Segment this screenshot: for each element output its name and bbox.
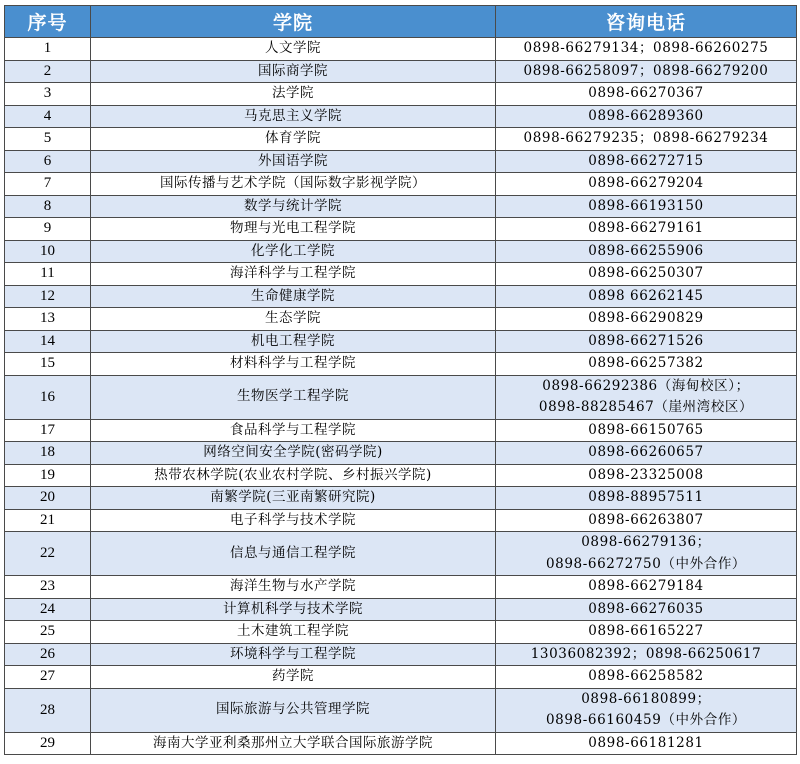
phone-number: 0898-66150765 bbox=[588, 421, 704, 438]
table-row bbox=[5, 576, 797, 599]
row-index: 5 bbox=[5, 128, 91, 151]
table-row bbox=[5, 38, 797, 61]
college-name: 海洋科学与工程学院 bbox=[91, 263, 496, 286]
phone-number: 0898-66290829 bbox=[588, 310, 704, 326]
phone-cell bbox=[496, 442, 797, 465]
phone-cell bbox=[496, 576, 797, 599]
college-name: 药学院 bbox=[91, 666, 496, 689]
row-index: 25 bbox=[5, 621, 91, 644]
phone-number: 0898-66263807 bbox=[588, 511, 704, 528]
row-index: 10 bbox=[5, 240, 91, 263]
college-name: 海南大学亚利桑那州立大学联合国际旅游学院 bbox=[91, 732, 496, 755]
row-index: 16 bbox=[5, 375, 91, 419]
phone-number: 0898-66272750（中外合作） bbox=[545, 555, 747, 572]
table-row bbox=[5, 487, 797, 510]
table-row bbox=[5, 353, 797, 376]
phone-cell bbox=[496, 38, 797, 61]
table-row bbox=[5, 173, 797, 196]
row-index: 4 bbox=[5, 105, 91, 128]
phone-number: 0898 66262145 bbox=[588, 287, 704, 304]
table-row bbox=[5, 509, 797, 532]
college-name: 生命健康学院 bbox=[91, 285, 496, 308]
phone-number: 0898-66180899； bbox=[581, 690, 711, 707]
phone-number: 0898-66193150 bbox=[588, 197, 704, 214]
phone-cell bbox=[496, 464, 797, 487]
table-row bbox=[5, 532, 797, 576]
phone-cell bbox=[496, 60, 797, 83]
college-name: 海洋生物与水产学院 bbox=[91, 576, 496, 599]
college-name: 生态学院 bbox=[91, 308, 496, 331]
phone-number: 13036082392；0898-66250617 bbox=[530, 645, 762, 662]
phone-number: 0898-66181281 bbox=[588, 734, 704, 751]
college-name: 化学化工学院 bbox=[91, 240, 496, 263]
contacts-table bbox=[4, 5, 797, 755]
college-name: 机电工程学院 bbox=[91, 330, 496, 353]
phone-cell bbox=[496, 419, 797, 442]
phone-number: 0898-66289360 bbox=[588, 107, 704, 124]
header-college: 学院 bbox=[91, 6, 496, 38]
header-index: 序号 bbox=[5, 6, 91, 38]
phone-cell bbox=[496, 83, 797, 106]
college-name: 体育学院 bbox=[91, 128, 496, 151]
table-row bbox=[5, 621, 797, 644]
phone-number: 0898-66271526 bbox=[588, 332, 704, 349]
phone-cell bbox=[496, 263, 797, 286]
phone-number: 0898-66279184 bbox=[588, 578, 704, 594]
table-row bbox=[5, 732, 797, 755]
phone-cell bbox=[496, 732, 797, 755]
phone-cell bbox=[496, 218, 797, 241]
phone-cell bbox=[496, 666, 797, 689]
phone-cell bbox=[496, 285, 797, 308]
phone-number: 0898-66258582 bbox=[588, 668, 704, 684]
row-index: 23 bbox=[5, 576, 91, 599]
table-row bbox=[5, 442, 797, 465]
phone-number: 0898-23325008 bbox=[588, 466, 704, 483]
row-index: 6 bbox=[5, 150, 91, 173]
table-row bbox=[5, 83, 797, 106]
row-index: 1 bbox=[5, 38, 91, 61]
phone-number: 0898-66292386（海甸校区）； bbox=[542, 377, 750, 394]
row-index: 8 bbox=[5, 195, 91, 218]
phone-cell bbox=[496, 330, 797, 353]
college-name: 电子科学与技术学院 bbox=[91, 509, 496, 532]
phone-number: 0898-66255906 bbox=[588, 242, 704, 259]
college-name: 材料科学与工程学院 bbox=[91, 353, 496, 376]
row-index: 11 bbox=[5, 263, 91, 286]
table-row bbox=[5, 60, 797, 83]
phone-number: 0898-66272715 bbox=[588, 152, 704, 169]
row-index: 15 bbox=[5, 353, 91, 376]
college-name: 环境科学与工程学院 bbox=[91, 643, 496, 666]
row-index: 2 bbox=[5, 60, 91, 83]
phone-number: 0898-66160459（中外合作） bbox=[545, 712, 747, 728]
table-row bbox=[5, 195, 797, 218]
phone-number: 0898-66279204 bbox=[588, 175, 704, 191]
phone-cell bbox=[496, 308, 797, 331]
phone-cell bbox=[496, 598, 797, 621]
table-row bbox=[5, 643, 797, 666]
college-name: 食品科学与工程学院 bbox=[91, 419, 496, 442]
row-index: 7 bbox=[5, 173, 91, 196]
phone-cell bbox=[496, 173, 797, 196]
college-name: 法学院 bbox=[91, 83, 496, 106]
college-name: 国际传播与艺术学院（国际数字影视学院） bbox=[91, 173, 496, 196]
table-row bbox=[5, 330, 797, 353]
college-name: 南繁学院(三亚南繁研究院) bbox=[91, 487, 496, 510]
row-index: 20 bbox=[5, 487, 91, 510]
phone-cell bbox=[496, 375, 797, 419]
college-name: 外国语学院 bbox=[91, 150, 496, 173]
table-row bbox=[5, 240, 797, 263]
phone-number: 0898-66279136； bbox=[581, 534, 711, 550]
table-row bbox=[5, 263, 797, 286]
phone-cell bbox=[496, 509, 797, 532]
phone-cell bbox=[496, 128, 797, 151]
phone-number: 0898-66279235；0898-66279234 bbox=[523, 130, 769, 146]
college-name: 国际商学院 bbox=[91, 60, 496, 83]
row-index: 24 bbox=[5, 598, 91, 621]
phone-cell bbox=[496, 105, 797, 128]
row-index: 13 bbox=[5, 308, 91, 331]
college-name: 马克思主义学院 bbox=[91, 105, 496, 128]
college-name: 国际旅游与公共管理学院 bbox=[91, 688, 496, 732]
phone-cell bbox=[496, 688, 797, 732]
college-name: 数学与统计学院 bbox=[91, 195, 496, 218]
phone-number: 0898-66165227 bbox=[588, 623, 704, 639]
phone-number: 0898-66250307 bbox=[588, 265, 704, 281]
table-row bbox=[5, 128, 797, 151]
phone-number: 0898-66270367 bbox=[588, 85, 704, 101]
header-phone: 咨询电话 bbox=[496, 6, 797, 38]
college-name: 人文学院 bbox=[91, 38, 496, 61]
row-index: 9 bbox=[5, 218, 91, 241]
phone-cell bbox=[496, 240, 797, 263]
row-index: 22 bbox=[5, 532, 91, 576]
phone-number: 0898-66276035 bbox=[588, 600, 704, 617]
phone-cell bbox=[496, 532, 797, 576]
table-row bbox=[5, 464, 797, 487]
phone-number: 0898-66258097；0898-66279200 bbox=[523, 62, 769, 79]
phone-number: 0898-66257382 bbox=[588, 355, 704, 371]
phone-cell bbox=[496, 643, 797, 666]
college-name: 生物医学工程学院 bbox=[91, 375, 496, 419]
table-body bbox=[5, 38, 797, 755]
phone-number: 0898-66279134；0898-66260275 bbox=[523, 40, 769, 56]
college-name: 热带农林学院(农业农村学院、乡村振兴学院) bbox=[91, 464, 496, 487]
row-index: 26 bbox=[5, 643, 91, 666]
row-index: 18 bbox=[5, 442, 91, 465]
phone-cell bbox=[496, 621, 797, 644]
table-row bbox=[5, 688, 797, 732]
phone-number: 0898-66279161 bbox=[588, 220, 704, 236]
table-row bbox=[5, 218, 797, 241]
row-index: 3 bbox=[5, 83, 91, 106]
row-index: 19 bbox=[5, 464, 91, 487]
row-index: 21 bbox=[5, 509, 91, 532]
phone-number: 0898-88285467（崖州湾校区） bbox=[538, 399, 754, 415]
phone-cell bbox=[496, 195, 797, 218]
row-index: 12 bbox=[5, 285, 91, 308]
table-row bbox=[5, 150, 797, 173]
row-index: 14 bbox=[5, 330, 91, 353]
phone-cell bbox=[496, 487, 797, 510]
college-name: 计算机科学与技术学院 bbox=[91, 598, 496, 621]
row-index: 29 bbox=[5, 732, 91, 755]
table-row bbox=[5, 105, 797, 128]
college-name: 信息与通信工程学院 bbox=[91, 532, 496, 576]
college-name: 物理与光电工程学院 bbox=[91, 218, 496, 241]
table-row bbox=[5, 419, 797, 442]
table-row bbox=[5, 308, 797, 331]
table-row bbox=[5, 285, 797, 308]
table-header-row bbox=[5, 6, 797, 38]
row-index: 28 bbox=[5, 688, 91, 732]
table-row bbox=[5, 666, 797, 689]
phone-cell bbox=[496, 353, 797, 376]
college-name: 网络空间安全学院(密码学院) bbox=[91, 442, 496, 465]
row-index: 27 bbox=[5, 666, 91, 689]
phone-number: 0898-66260657 bbox=[588, 444, 704, 460]
row-index: 17 bbox=[5, 419, 91, 442]
table-row bbox=[5, 375, 797, 419]
phone-cell bbox=[496, 150, 797, 173]
college-name: 土木建筑工程学院 bbox=[91, 621, 496, 644]
table-row bbox=[5, 598, 797, 621]
phone-number: 0898-88957511 bbox=[588, 489, 704, 505]
